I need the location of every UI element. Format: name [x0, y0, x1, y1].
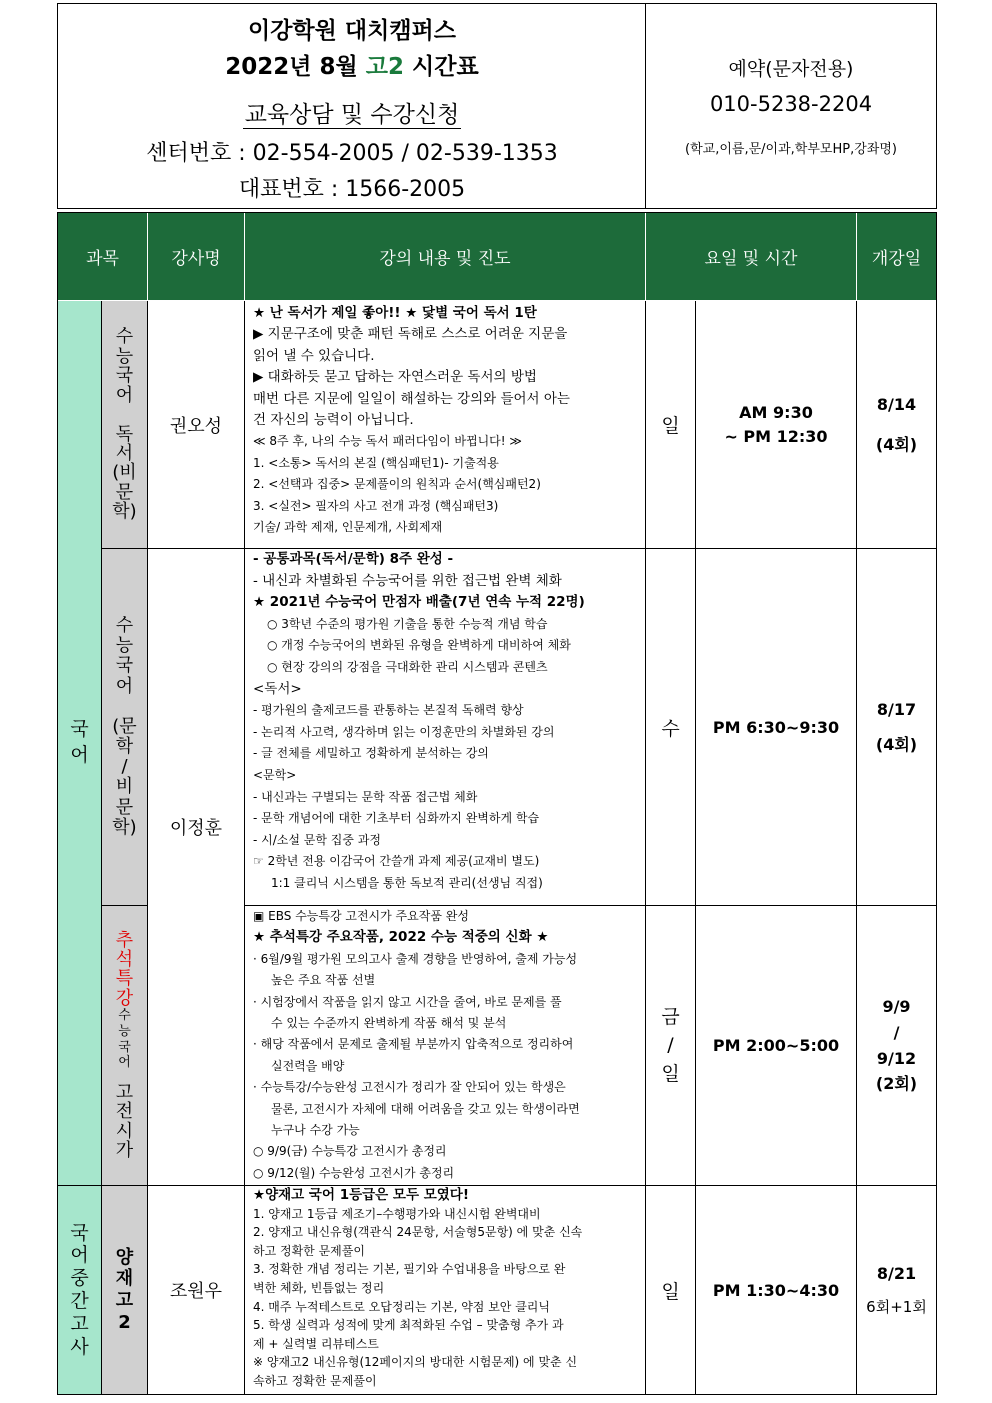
- start-date-cell: 8/14 (4회): [857, 301, 936, 549]
- subject-korean-midterm: 국 어 중 간 고 사: [58, 1186, 102, 1394]
- course-content: ★ 난 독서가 제일 좋아!! ★ 닻별 국어 독서 1탄 ▶ 지문구조에 맞춘 패턴 독해로 스스로 어려운 지문을 읽어 낼 수 있습니다. ▶ 대화하듯 묻고 답하는 자연스러운 독서의 방법 매번 다른 지문에 일일이 해설하는 강의와 들어서 아는 건 자신의 능력이 아닙니다. ≪ 8주 후, 나의 수능 독서 패러다임이 바뀝니다! ≫ 1. <소통> 독서의 본질 (핵심패턴1)- 기출적용 2. <선택과 집중> 문제풀이의 원칙과 순서(핵심패턴2) 3. <실전> 필자의 사고 전개 과정 (핵심패턴3) 기술/ 과학 제재, 인문제개, 사회제재: [245, 301, 646, 549]
- schedule-table: [57, 212, 937, 1395]
- start-date-cell: 8/17 (4회): [857, 549, 936, 906]
- main-phone: 대표번호 : 1566-2005: [238, 177, 466, 202]
- course-cell: [102, 906, 148, 1186]
- time-cell: PM 6:30~9:30: [696, 549, 857, 906]
- col-teacher: 강사명: [148, 213, 245, 301]
- time-cell: PM 2:00~5:00: [696, 906, 857, 1186]
- reservation-note: (학교,이름,문/이과,학부모HP,강좌명): [685, 142, 897, 157]
- day-cell: 금 / 일: [646, 906, 696, 1186]
- course-content: ▣ EBS 수능특강 고전시가 주요작품 완성 ★ 추석특강 주요작품, 2022 수능 적중의 신화 ★ · 6월/9월 평가원 모의고사 출제 경향을 반영하여, 출제 가능성 높은 주요 작품 선별 · 시험장에서 작품을 읽지 않고 시간을 줄여, 바로 문제를 풀 수 있는 수준까지 완벽하게 작품 해석 및 분석 · 해당 작품에서 문제로 출제될 부분까지 압축적으로 정리하여 실전력을 배양 · 수능특강/수능완성 고전시가 정리가 잘 안되어 있는 학생은 물론, 고전시가 자체에 대해 어려움을 갖고 있는 학생이라면 누구나 수강 가능 ○ 9/9(금) 수능특강 고전시가 총정리 ○ 9/12(월) 수능완성 고전시가 총정리: [245, 906, 646, 1186]
- reservation-label: 예약(문자전용): [728, 58, 854, 80]
- teacher-name: 이정훈: [148, 549, 245, 1186]
- course-label: 고 전 시 가: [115, 1081, 134, 1161]
- time-cell: PM 1:30~4:30: [696, 1186, 857, 1394]
- day-cell: 수: [646, 549, 696, 906]
- course-small-label: 수 능 국 어: [118, 1008, 131, 1071]
- col-content: 강의 내용 및 진도: [245, 213, 646, 301]
- start-date-cell: 9/9 / 9/12 (2회): [857, 906, 936, 1186]
- teacher-name: 조원우: [148, 1186, 245, 1394]
- col-time: 요일 및 시간: [646, 213, 857, 301]
- center-phone: 센터번호 : 02-554-2005 / 02-539-1353: [146, 141, 558, 166]
- academy-title: 이강학원 대치캠퍼스: [248, 18, 456, 44]
- start-date-cell: 8/21 6회+1회: [866, 1263, 927, 1317]
- course-cell: 수 능 국 어 (문 학 / 비 문 학): [102, 549, 148, 906]
- col-subject: 과목: [58, 213, 148, 301]
- consult-label: 교육상담 및 수강신청: [244, 102, 460, 128]
- course-content: - 공통과목(독서/문학) 8주 완성 - - 내신과 차별화된 수능국어를 위한 접근법 완벽 체화 ★ 2021년 수능국어 만점자 배출(7년 연속 누적 22명) ○ 3학년 수준의 평가원 기출을 통한 수능적 개념 학습 ○ 개정 수능국어의 변화된 유형을 완벽하게 대비하여 체화 ○ 현장 강의의 강점을 극대화한 관리 시스템과 콘텐츠 <독서> - 평가원의 출제코드를 관통하는 본질적 독해력 향상 - 논리적 사고력, 생각하며 읽는 이정훈만의 차별화된 강의 - 글 전체를 세밀하고 정확하게 분석하는 강의 <문학> - 내신과는 구별되는 문학 작품 접근법 체화 - 문학 개념어에 대한 기초부터 심화까지 완벽하게 학습 - 시/소설 문학 집중 과정 ☞ 2학년 전용 이감국어 간쓸개 과제 제공(교재비 별도) 1:1 클리닉 시스템을 통한 독보적 관리(선생님 직접): [245, 549, 646, 906]
- teacher-name: 권오성: [148, 301, 245, 549]
- col-start: 개강일: [857, 213, 936, 301]
- subject-korean: 국 어: [58, 301, 102, 1186]
- header-box: [57, 3, 937, 209]
- course-cell: 양 재 고 2: [102, 1186, 148, 1394]
- day-cell: 일: [646, 1186, 696, 1394]
- reservation-phone: 010-5238-2204: [709, 92, 873, 116]
- header-divider: [645, 3, 646, 209]
- time-cell: AM 9:30 ~ PM 12:30: [696, 301, 857, 549]
- schedule-title: 2022년 8월 고2 시간표: [225, 54, 479, 80]
- day-cell: 일: [646, 301, 696, 549]
- course-content: ★양재고 국어 1등급은 모두 모였다! 1. 양재고 1등급 제조기–수행평가와 내신시험 완벽대비 2. 양재고 내신유형(객관식 24문항, 서술형5문항) 에 맞춘 신속 하고 정확한 문제풀이 3. 정확한 개념 정리는 기본, 필기와 수업내용을 바탕으로 완 벽한 체화, 빈틈없는 정리 4. 매주 누적테스트로 오답정리는 기본, 약점 보안 클리닉 5. 학생 실력과 성적에 맞게 최적화된 수업 – 맞춤형 추가 과 제 + 실력별 리뷰테스트 ※ 양재고2 내신유형(12페이지의 방대한 시험문제) 에 맞춘 신 속하고 정확한 문제풀이: [245, 1186, 646, 1394]
- course-cell: 수 능 국 어 독 서 (비 문 학): [102, 301, 148, 549]
- grade-label: 고2: [365, 54, 405, 80]
- course-red-label: 추 석 특 강: [115, 929, 134, 1009]
